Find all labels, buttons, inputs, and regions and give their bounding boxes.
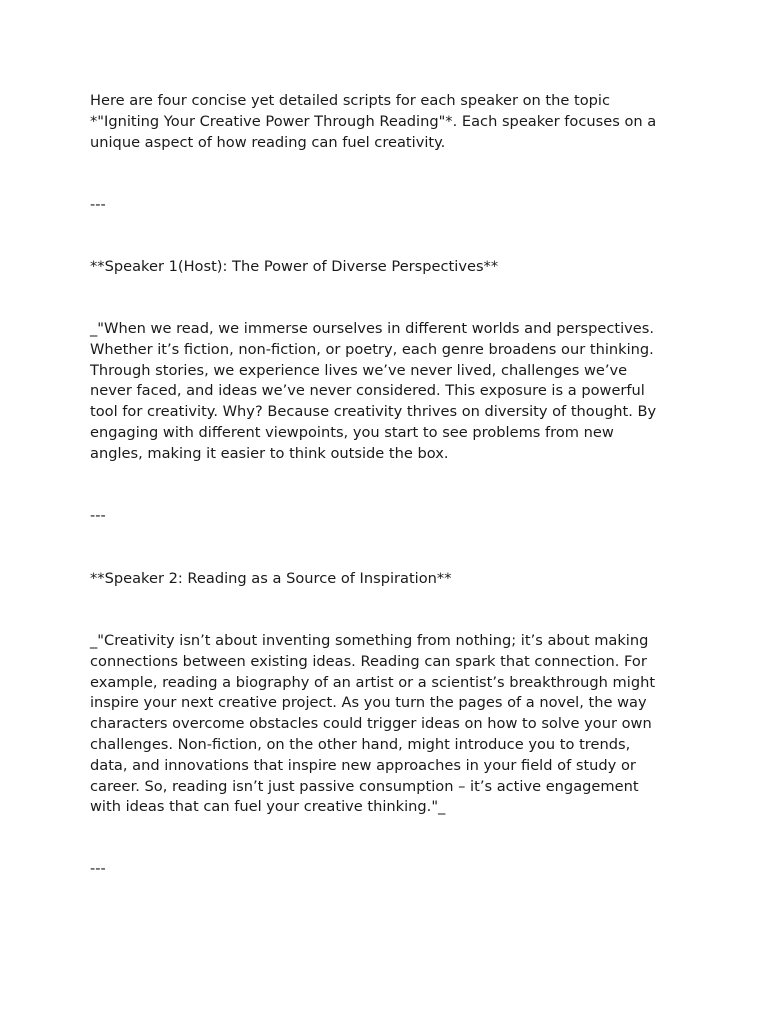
intro-line: Here are four concise yet detailed scripts for each speaker on the topic [90,92,611,109]
speaker1-heading: **Speaker 1(Host): The Power of Diverse Perspectives** [90,258,499,275]
paragraph-line: tool for creativity. Why? Because creativity thrives on diversity of thought. By [90,403,657,421]
paragraph-line: Through stories, we experience lives we’ve never lived, challenges we’ve [90,361,628,379]
paragraph-line: inspire your next creative project. As you turn the pages of a novel, the way [90,694,647,712]
paragraph-line: angles, making it easier to think outside the box. [90,444,449,462]
paragraph-line: data, and innovations that inspire new approaches in your field of study or [90,756,636,774]
paragraph-line: example, reading a biography of an artist or a scientist’s breakthrough might [90,673,656,691]
intro-line: *"Igniting Your Creative Power Through Reading"*. Each speaker focuses on a [90,112,657,130]
paragraph-line: characters overcome obstacles could trigger ideas on how to solve your own [90,715,652,733]
speaker2-heading: **Speaker 2: Reading as a Source of Inspiration** [90,570,452,587]
paragraph-line: connections between existing ideas. Reading can spark that connection. For [90,652,647,670]
paragraph-line: _"Creativity isn’t about inventing something from nothing; it’s about making [90,632,649,649]
paragraph-line: career. So, reading isn’t just passive consumption – it’s active engagement [90,777,639,795]
intro-paragraph [90,91,690,153]
paragraph-line: _"When we read, we immerse ourselves in different worlds and perspectives. [90,320,654,337]
paragraph-line: engaging with different viewpoints, you start to see problems from new [90,423,614,441]
paragraph-line: Whether it’s fiction, non-fiction, or poetry, each genre broadens our thinking. [90,340,654,358]
speaker2-paragraph [90,631,690,818]
intro-line: unique aspect of how reading can fuel creativity. [90,133,446,151]
section-divider: --- [90,196,106,213]
paragraph-line: never faced, and ideas we’ve never considered. This exposure is a powerful [90,382,645,400]
section-divider: --- [90,860,106,877]
speaker1-paragraph [90,319,690,465]
paragraph-line: challenges. Non-fiction, on the other hand, might introduce you to trends, [90,735,631,753]
paragraph-line: with ideas that can fuel your creative thinking."_ [90,798,446,816]
section-divider: --- [90,507,106,524]
